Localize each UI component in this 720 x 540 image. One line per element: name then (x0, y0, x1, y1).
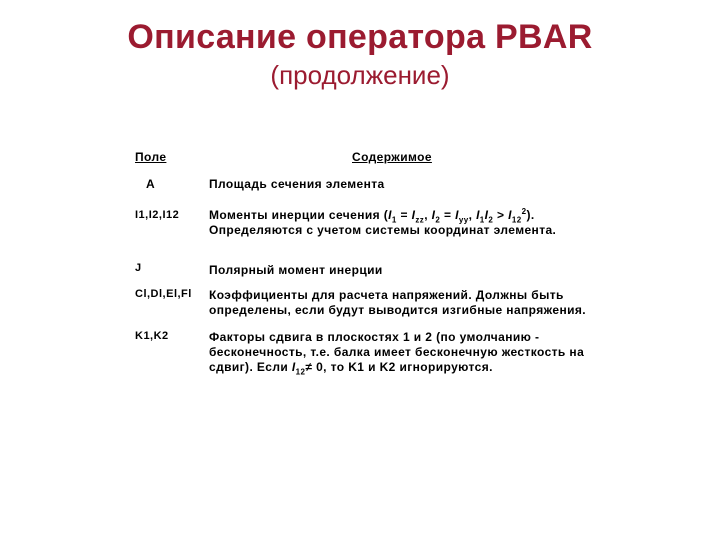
math-sub: 12 (511, 215, 522, 225)
math-sub: yy (458, 215, 469, 225)
field-description-inertia (209, 208, 629, 238)
field-name-a: A (146, 177, 156, 191)
math-i: I (411, 208, 416, 222)
math-i: I (508, 208, 512, 222)
math-i: I (388, 208, 392, 222)
math-op: , (468, 208, 477, 222)
field-description-a: Площадь сечения элемента (209, 177, 385, 191)
field-name-shear-factors: K1,K2 (135, 330, 169, 342)
math-sub: 12 (295, 367, 306, 377)
shear-text-end: ≠ 0, то K1 и K2 игнорируются. (305, 360, 493, 374)
field-description-stress-coeffs: Коэффициенты для расчета напряжений. Должны быть определены, если будут выводится изгибные напряжения. (209, 288, 587, 317)
field-name-j: J (135, 262, 142, 274)
slide-subtitle: (продолжение) (270, 60, 450, 90)
math-op: , (424, 208, 432, 222)
math-sub: 2 (488, 215, 494, 225)
inertia-text-start: Моменты инерции сечения ( (209, 208, 389, 222)
column-header-field: Поле (135, 150, 167, 164)
slide-title: Описание оператора PBAR (127, 18, 593, 56)
math-i: I (455, 208, 459, 222)
math-op: ). (526, 208, 535, 222)
math-op: > (493, 208, 509, 222)
math-i: I (431, 208, 436, 222)
shear-text-start: Факторы сдвига в плоскостях 1 и 2 (по умолчанию - бесконечность, т.е. балка имеет бесконечную жесткость на сдвиг). Если (209, 330, 585, 374)
math-sub: 1 (479, 215, 485, 225)
math-sup: 2 (521, 207, 527, 216)
math-i: I (291, 360, 296, 374)
field-description-j: Полярный момент инерции (209, 263, 383, 277)
field-name-inertia: I1,I2,I12 (135, 209, 180, 221)
math-i: I (484, 208, 489, 222)
field-description-shear-factors (209, 330, 629, 375)
math-i: I (476, 208, 480, 222)
inertia-text-end: Определяются с учетом системы координат элемента. (209, 223, 557, 237)
math-op: = (440, 208, 456, 222)
column-header-content: Содержимое (352, 150, 432, 164)
math-sub: 2 (435, 215, 441, 225)
math-op: = (396, 208, 412, 222)
math-sub: 1 (391, 215, 397, 225)
field-name-stress-coeffs: Cl,Dl,El,Fl (135, 288, 192, 300)
math-sub: zz (415, 215, 425, 225)
